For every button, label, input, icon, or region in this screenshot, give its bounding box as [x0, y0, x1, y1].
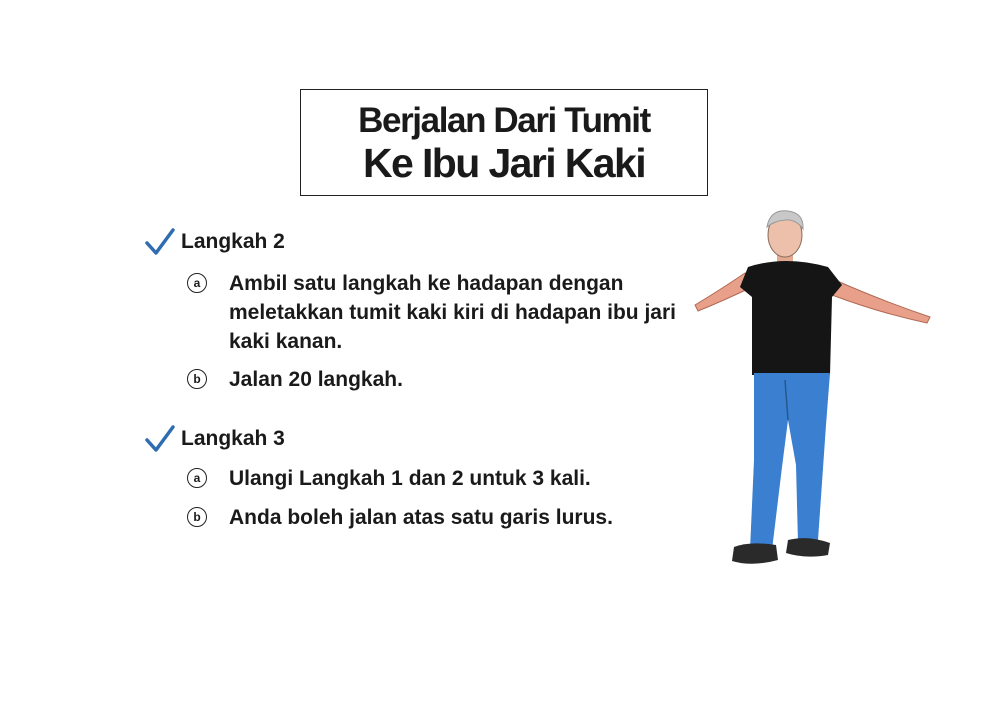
checkmark-icon [145, 228, 175, 256]
item-marker: a [187, 468, 207, 488]
item-marker: b [187, 507, 207, 527]
title-line-2: Ke Ibu Jari Kaki [362, 139, 646, 186]
walking-man-illustration [690, 205, 940, 580]
title-box [300, 89, 708, 196]
item-marker: a [187, 273, 207, 293]
list-item [187, 365, 709, 394]
item-text: Anda boleh jalan atas satu garis lurus. [229, 506, 613, 529]
list-item [187, 464, 709, 493]
list-item [187, 269, 709, 356]
item-text: Ambil satu langkah ke hadapan dengan meletakkan tumit kaki kiri di hadapan ibu jari kaki kanan. [229, 272, 676, 353]
step-heading-2 [145, 228, 285, 256]
checkmark-icon [145, 425, 175, 453]
list-item [187, 503, 709, 532]
item-text: Jalan 20 langkah. [229, 368, 403, 391]
item-marker: b [187, 369, 207, 389]
item-text: Ulangi Langkah 1 dan 2 untuk 3 kali. [229, 467, 591, 490]
title-line-1: Berjalan Dari Tumit [358, 100, 650, 140]
step-heading-3 [145, 425, 285, 453]
step-label: Langkah 2 [181, 230, 285, 253]
step-label: Langkah 3 [181, 427, 285, 450]
